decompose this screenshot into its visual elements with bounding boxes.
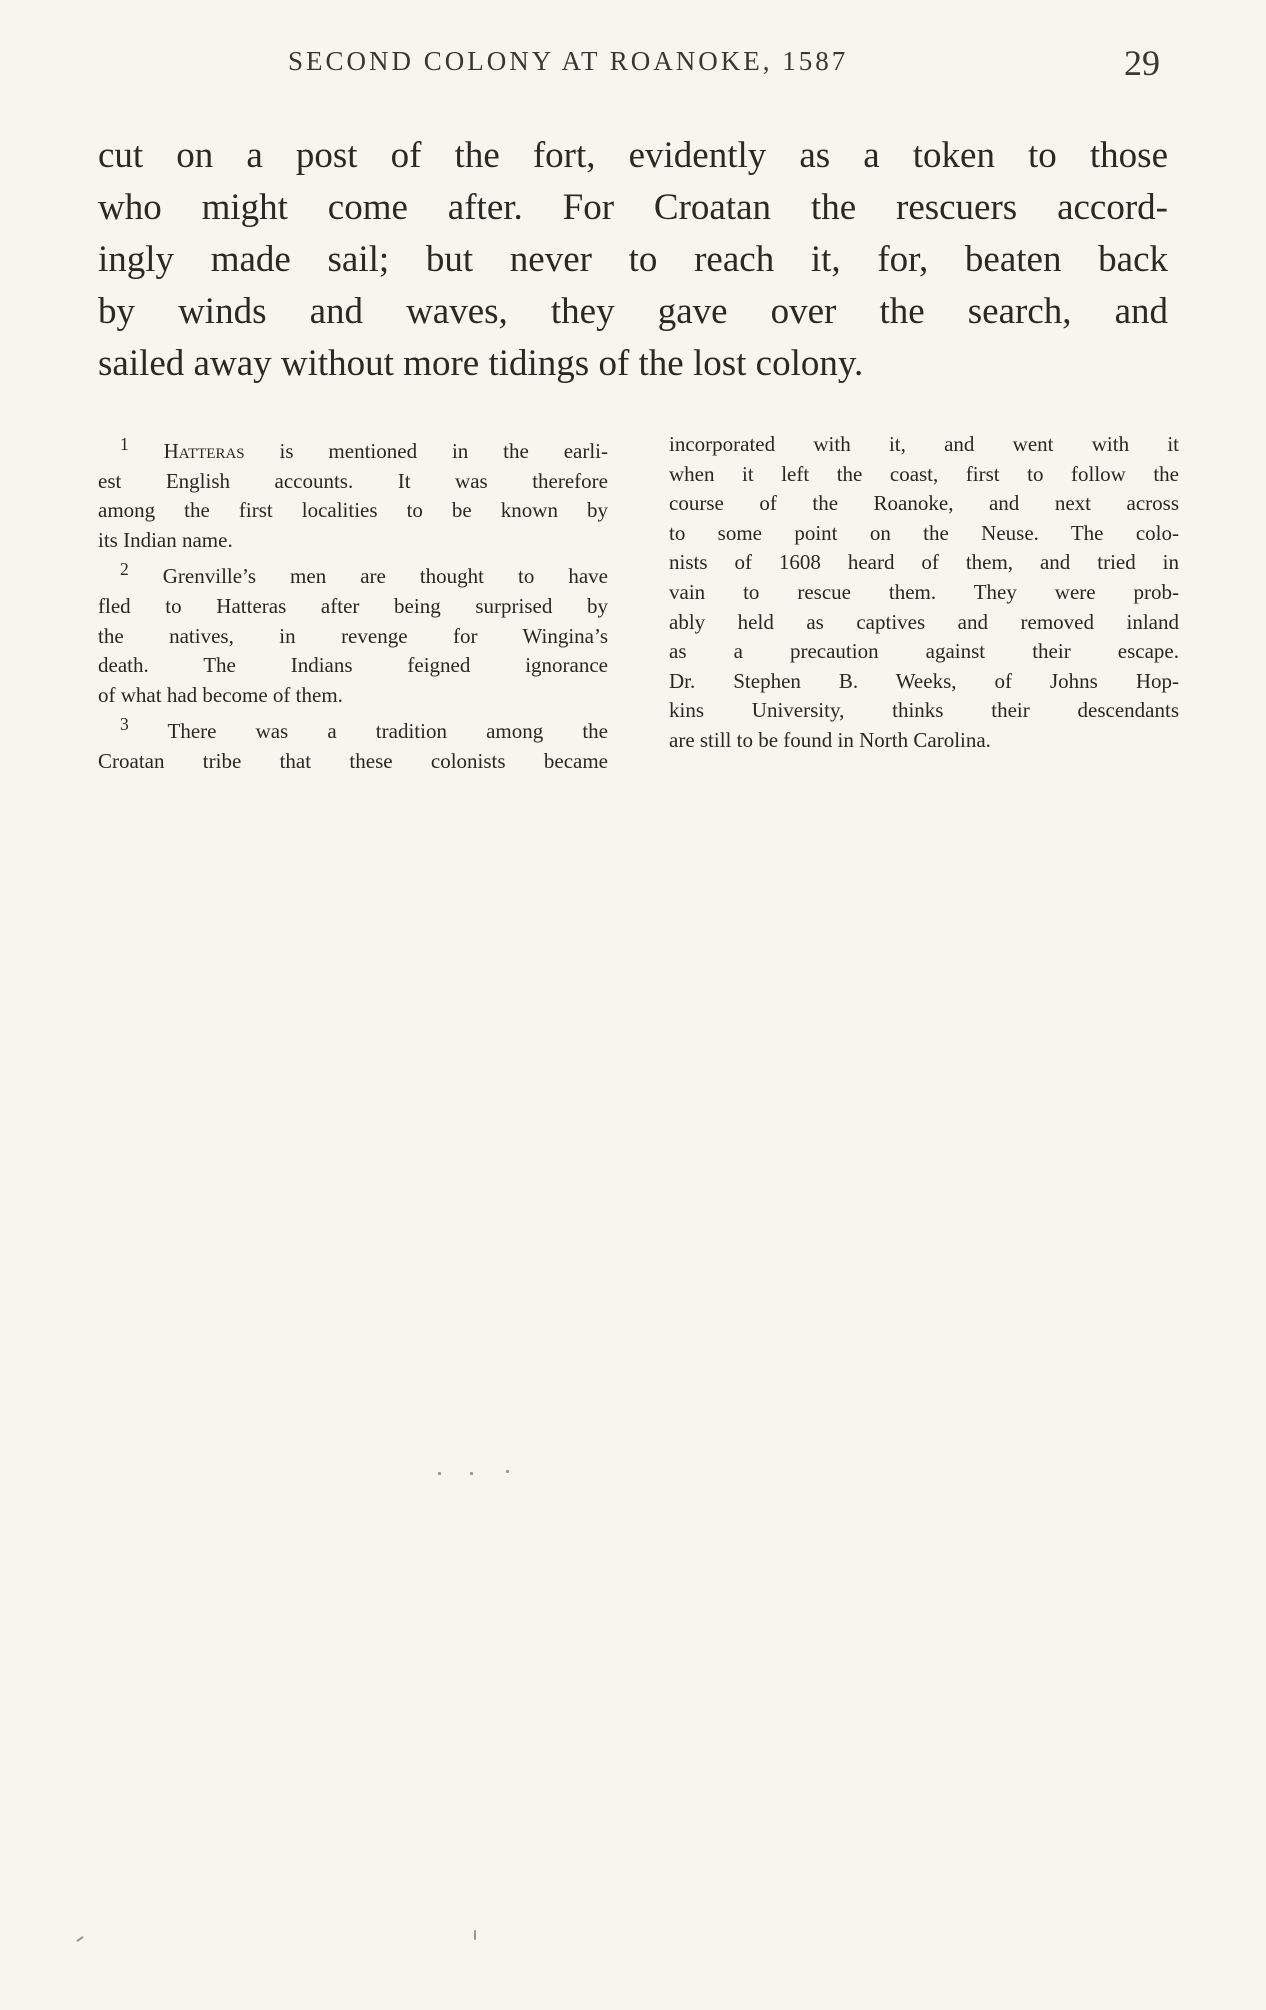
running-head bbox=[98, 44, 1168, 94]
paper-speck bbox=[470, 1472, 473, 1475]
footnote-1-number: 1 bbox=[120, 434, 129, 454]
page-number: 29 bbox=[1124, 43, 1160, 83]
footnote-3-first-line bbox=[98, 710, 608, 747]
footnotes-right-column bbox=[669, 430, 1179, 756]
paper-speck bbox=[474, 1930, 476, 1940]
body-paragraph bbox=[98, 130, 1168, 390]
footnote-line: when it left the coast, first to follow the bbox=[669, 461, 1179, 486]
footnote-1-keyword: Hatteras bbox=[163, 439, 245, 463]
footnote-2-number: 2 bbox=[120, 559, 129, 580]
footnote-line: to some point on the Neuse. The colo- bbox=[669, 520, 1179, 545]
footnote-3-text: There was a tradition among the bbox=[128, 719, 608, 744]
footnote-line: vain to rescue them. They were prob- bbox=[669, 579, 1179, 604]
footnote-line: of what had become of them. bbox=[98, 682, 343, 707]
footnote-2-first-line bbox=[98, 555, 608, 592]
footnote-line: as a precaution against their escape. bbox=[669, 639, 1179, 664]
footnote-line: the natives, in revenge for Wingina’s bbox=[98, 623, 608, 648]
footnote-line: incorporated with it, and went with it bbox=[669, 432, 1179, 456]
footnote-1-first-line bbox=[98, 430, 608, 467]
body-line: ingly made sail; but never to reach it, for, beaten back bbox=[98, 239, 1168, 280]
body-line: sailed away without more tidings of the lost colony. bbox=[98, 343, 864, 384]
footnote-line: nists of 1608 heard of them, and tried in bbox=[669, 550, 1179, 575]
footnote-line: death. The Indians feigned ignorance bbox=[98, 653, 608, 678]
running-title: SECOND COLONY AT ROANOKE, 1587 bbox=[288, 46, 849, 76]
footnote-line: kins University, thinks their descendants bbox=[669, 698, 1179, 723]
paper-speck bbox=[506, 1470, 509, 1473]
footnote-line: est English accounts. It was therefore bbox=[98, 468, 608, 493]
paper-speck bbox=[76, 1936, 84, 1942]
footnote-1-text: is mentioned in the earli- bbox=[244, 439, 608, 463]
footnote-line: Dr. Stephen B. Weeks, of Johns Hop- bbox=[669, 668, 1179, 693]
footnote-line: among the first localities to be known by bbox=[98, 498, 608, 523]
footnote-2-text: Grenville’s men are thought to have bbox=[128, 564, 608, 589]
footnote-line: ably held as captives and removed inland bbox=[669, 609, 1179, 634]
footnotes bbox=[98, 430, 1179, 810]
footnote-line: fled to Hatteras after being surprised by bbox=[98, 593, 608, 618]
body-line: cut on a post of the fort, evidently as a token to those bbox=[98, 135, 1168, 176]
body-line: by winds and waves, they gave over the search, and bbox=[98, 291, 1168, 332]
footnotes-left-column bbox=[98, 430, 608, 777]
footnote-line: are still to be found in North Carolina. bbox=[669, 727, 991, 752]
paper-speck bbox=[438, 1472, 441, 1475]
footnote-3-number: 3 bbox=[120, 714, 129, 735]
footnote-line: course of the Roanoke, and next across bbox=[669, 491, 1179, 516]
footnote-line: Croatan tribe that these colonists became bbox=[98, 748, 608, 773]
footnote-line: its Indian name. bbox=[98, 527, 233, 552]
body-line: who might come after. For Croatan the rescuers accord- bbox=[98, 187, 1168, 228]
